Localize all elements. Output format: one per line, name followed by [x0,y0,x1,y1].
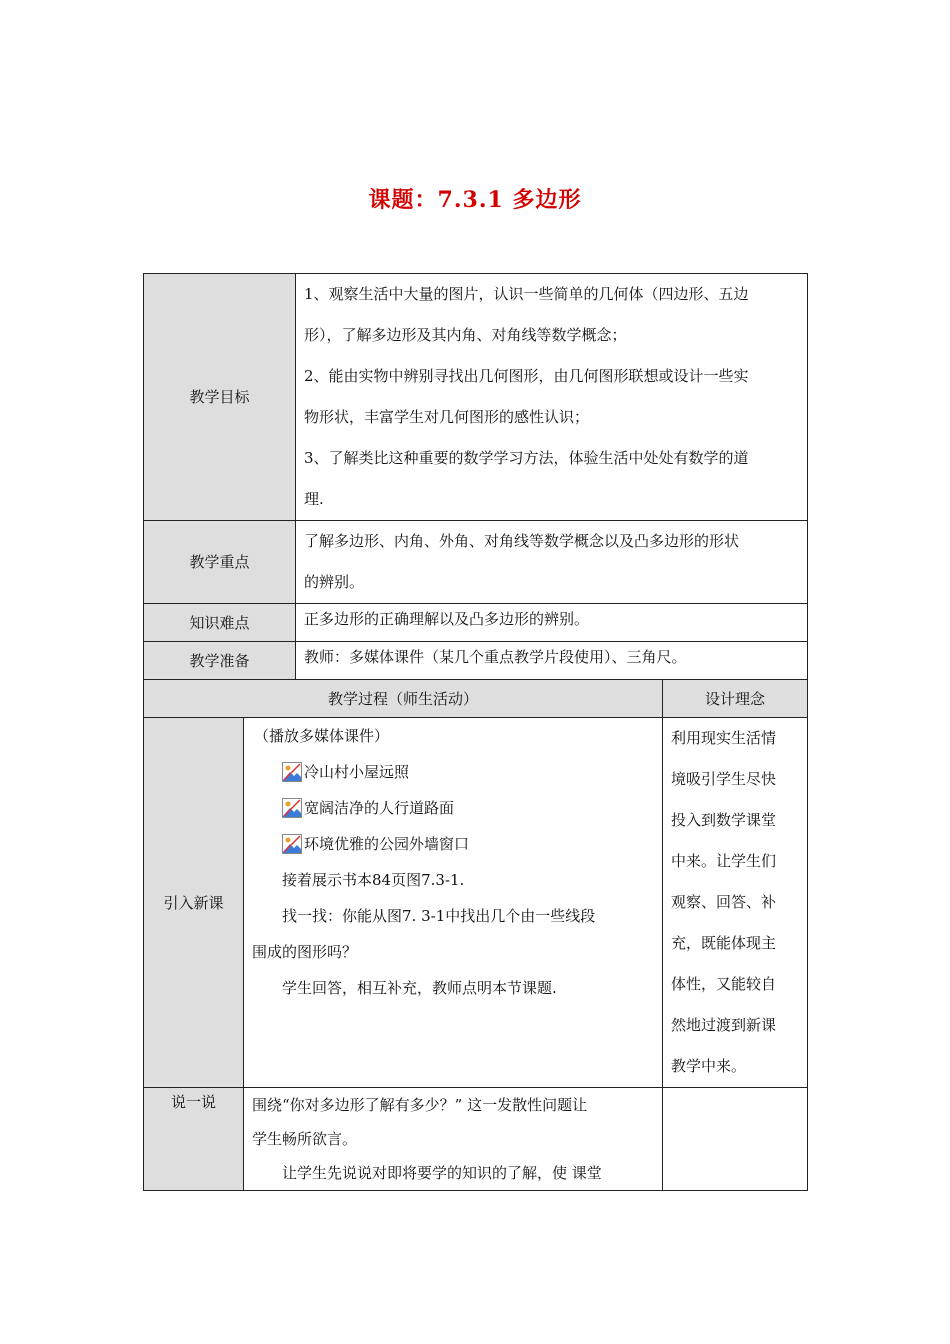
broken-image-icon [282,762,302,782]
design-header: 设计理念 [663,680,808,718]
design-line: 利用现实生活情 [671,729,777,747]
design-line: 然地过渡到新课 [671,1016,777,1034]
difficulties-label: 知识难点 [144,604,296,642]
say-content [244,1088,663,1191]
lesson-plan-table [143,273,808,1191]
key-points-row [144,521,808,604]
say-design-idea [663,1088,808,1191]
intro-show: 接着展示书本84页图7.3-1. [282,871,465,889]
objectives-content [296,274,808,521]
design-line: 中来。让学生们 [671,852,777,870]
process-header: 教学过程（师生活动） [144,680,663,718]
intro-content [244,718,663,1088]
intro-find-cont: 围成的图形吗？ [252,943,358,961]
objectives-line: 理. [304,490,324,508]
intro-lead: （播放多媒体课件） [254,727,390,745]
media-item [252,826,654,862]
key-points-line: 了解多边形、内角、外角、对角线等数学概念以及凸多边形的形状 [304,532,740,550]
page-title: 课题：7.3.1 多边形 [368,187,582,213]
intro-answer: 学生回答，相互补充，教师点明本节课题. [282,979,557,997]
design-line: 体性，又能较自 [671,975,777,993]
media-item-label: 环境优雅的公园外墙窗口 [304,835,470,853]
key-points-label: 教学重点 [144,521,296,604]
process-header-row [144,680,808,718]
key-points-line: 的辨别。 [304,573,365,591]
media-item [252,754,654,790]
design-line: 充，既能体现主 [671,934,777,952]
broken-image-icon [282,834,302,854]
design-line: 观察、回答、补 [671,893,777,911]
say-line: 学生畅所欲言。 [252,1130,358,1148]
preparation-row [144,642,808,680]
objectives-line: 1、观察生活中大量的图片，认识一些简单的几何体（四边形、五边 [304,285,749,303]
objectives-line: 3、了解类比这种重要的数学学习方法，体验生活中处处有数学的道 [304,449,749,467]
intro-find: 找一找：你能从图7. 3-1中找出几个由一些线段 [282,907,596,925]
preparation-label: 教学准备 [144,642,296,680]
say-row [144,1088,808,1191]
intro-label: 引入新课 [144,718,244,1088]
key-points-content [296,521,808,604]
objectives-row [144,274,808,521]
say-line: 让学生先说说对即将要学的知识的了解，使 课堂 [282,1164,602,1182]
difficulties-row [144,604,808,642]
media-item [252,790,654,826]
media-item-label: 宽阔洁净的人行道路面 [304,799,455,817]
broken-image-icon [282,798,302,818]
intro-design-idea [663,718,808,1088]
intro-row [144,718,808,1088]
say-line: 围绕“你对多边形了解有多少？” 这一发散性问题让 [252,1096,588,1114]
media-item-label: 冷山村小屋远照 [304,763,410,781]
say-label: 说一说 [144,1088,244,1191]
preparation-content: 教师：多媒体课件（某几个重点教学片段使用）、三角尺。 [296,642,808,680]
objectives-line: 2、能由实物中辨别寻找出几何图形，由几何图形联想或设计一些实 [304,367,749,385]
design-line: 教学中来。 [671,1057,747,1075]
difficulties-content: 正多边形的正确理解以及凸多边形的辨别。 [296,604,808,642]
objectives-line: 物形状，丰富学生对几何图形的感性认识； [304,408,590,426]
design-line: 境吸引学生尽快 [671,770,777,788]
objectives-label: 教学目标 [144,274,296,521]
objectives-line: 形），了解多边形及其内角、对角线等数学概念； [304,326,627,344]
design-line: 投入到数学课堂 [671,811,777,829]
